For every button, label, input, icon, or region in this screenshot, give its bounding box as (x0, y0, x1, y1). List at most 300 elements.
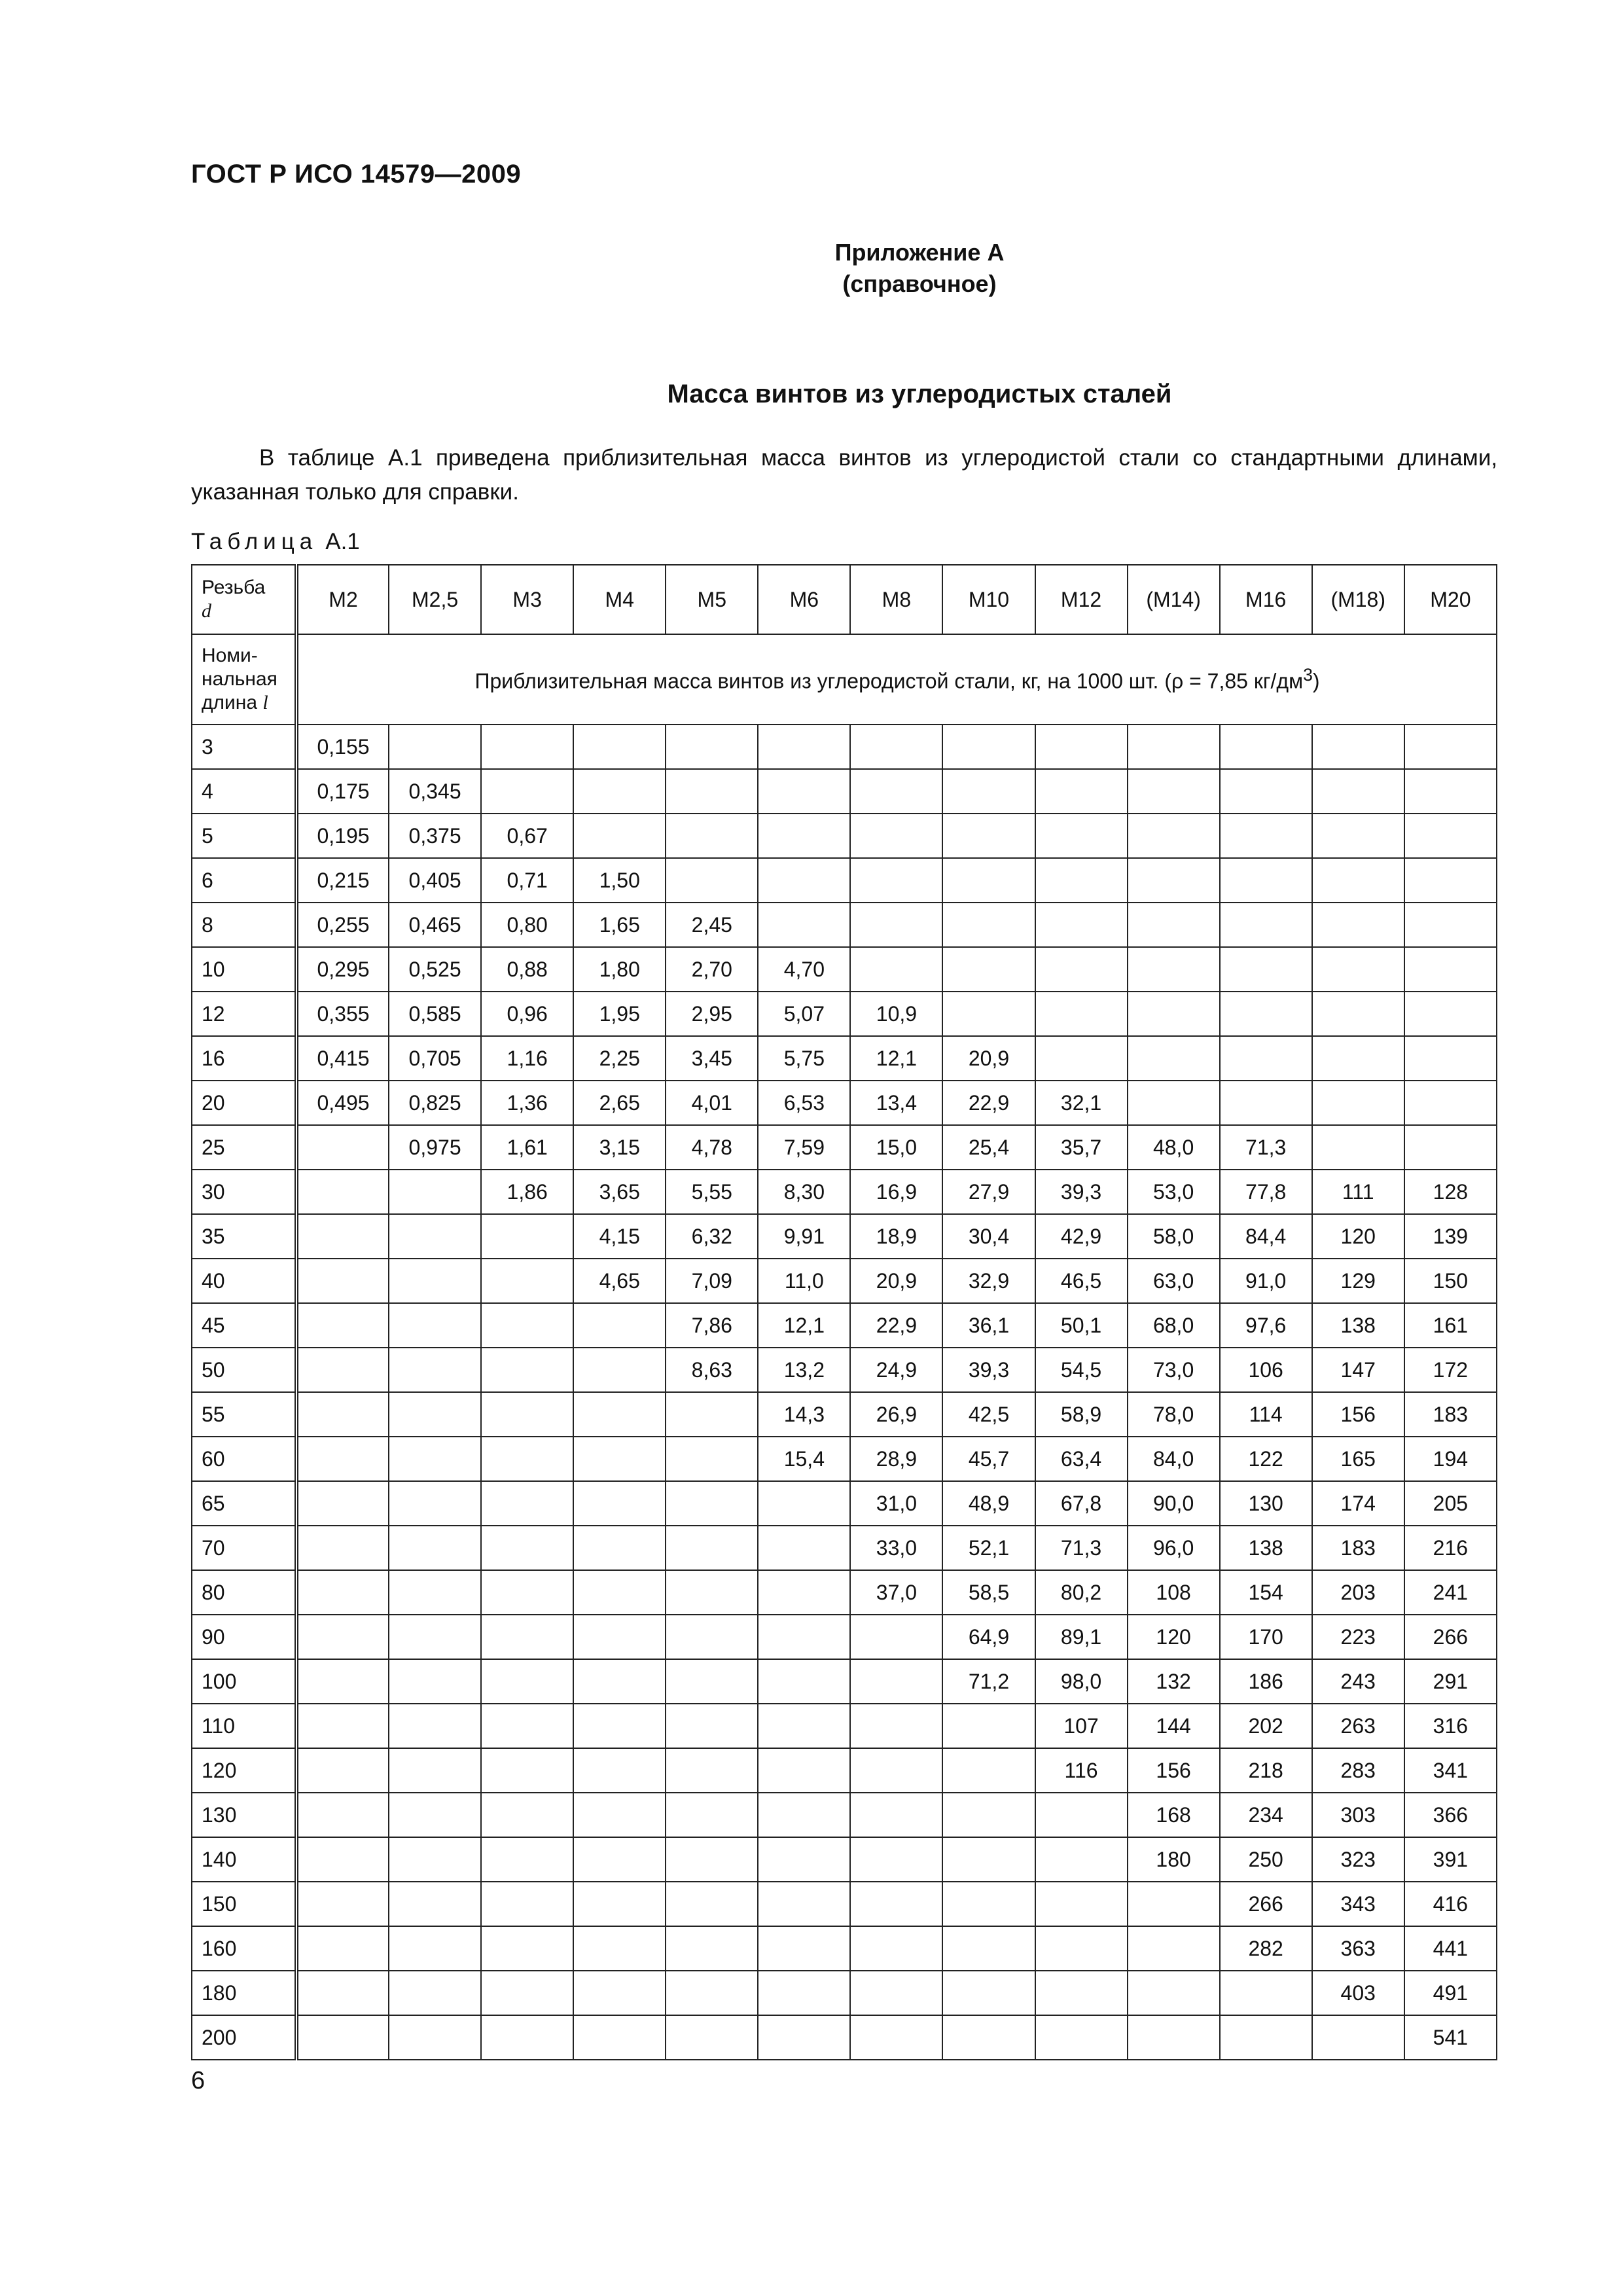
mass-cell (942, 1882, 1035, 1926)
mass-cell (481, 1882, 573, 1926)
mass-cell: 71,2 (942, 1659, 1035, 1704)
mass-cell (850, 1971, 942, 2015)
mass-cell (1035, 1793, 1128, 1837)
mass-cell: 2,25 (573, 1036, 666, 1081)
mass-cell (942, 992, 1035, 1036)
mass-cell: 0,88 (481, 947, 573, 992)
mass-cell: 22,9 (850, 1303, 942, 1348)
mass-cell: 20,9 (850, 1259, 942, 1303)
mass-cell: 12,1 (758, 1303, 850, 1348)
column-header: M2,5 (389, 565, 481, 634)
mass-cell (758, 725, 850, 769)
mass-cell (758, 1971, 850, 2015)
mass-cell (389, 1882, 481, 1926)
mass-cell (481, 2015, 573, 2060)
table-caption-label: Таблица (191, 529, 318, 554)
length-cell: 45 (192, 1303, 296, 1348)
mass-cell: 174 (1312, 1481, 1404, 1526)
column-header: M2 (296, 565, 389, 634)
mass-cell: 403 (1312, 1971, 1404, 2015)
table-row (192, 1437, 1497, 1481)
mass-cell (389, 1793, 481, 1837)
mass-cell: 1,80 (573, 947, 666, 992)
mass-cell (1404, 1036, 1497, 1081)
mass-cell (1128, 947, 1220, 992)
mass-cell: 138 (1220, 1526, 1312, 1570)
mass-cell: 0,67 (481, 814, 573, 858)
table-row (192, 1971, 1497, 2015)
mass-cell: 45,7 (942, 1437, 1035, 1481)
length-label-cell (192, 634, 296, 725)
appendix-heading (0, 237, 1623, 300)
mass-cell (942, 1971, 1035, 2015)
mass-cell (1035, 947, 1128, 992)
mass-cell: 156 (1128, 1748, 1220, 1793)
mass-cell (1404, 725, 1497, 769)
mass-description: Приблизительная масса винтов из углеродистой стали, кг, на 1000 шт. (ρ = 7,85 кг/дм (474, 669, 1304, 693)
mass-cell: 33,0 (850, 1526, 942, 1570)
mass-cell (481, 1615, 573, 1659)
mass-cell (389, 1837, 481, 1882)
mass-cell (296, 1392, 389, 1437)
mass-cell (573, 1837, 666, 1882)
mass-cell: 1,36 (481, 1081, 573, 1125)
mass-cell: 48,0 (1128, 1125, 1220, 1170)
mass-cell (296, 1971, 389, 2015)
mass-cell: 12,1 (850, 1036, 942, 1081)
mass-cell (1220, 1036, 1312, 1081)
mass-cell (389, 1526, 481, 1570)
mass-cell (389, 1348, 481, 1392)
mass-cell (666, 1437, 758, 1481)
mass-cell (296, 1125, 389, 1170)
mass-cell (666, 1793, 758, 1837)
mass-cell: 67,8 (1035, 1481, 1128, 1526)
mass-cell (942, 1926, 1035, 1971)
mass-cell (1220, 903, 1312, 947)
mass-cell: 129 (1312, 1259, 1404, 1303)
mass-cell (573, 814, 666, 858)
mass-cell (758, 858, 850, 903)
mass-cell (666, 1882, 758, 1926)
mass-cell: 18,9 (850, 1214, 942, 1259)
mass-cell (573, 1570, 666, 1615)
table-row (192, 1170, 1497, 1214)
table-row (192, 1526, 1497, 1570)
table-row (192, 1882, 1497, 1926)
table-row (192, 1125, 1497, 1170)
mass-cell: 7,09 (666, 1259, 758, 1303)
mass-cell (573, 1659, 666, 1704)
mass-cell: 50,1 (1035, 1303, 1128, 1348)
length-cell: 120 (192, 1748, 296, 1793)
mass-cell: 147 (1312, 1348, 1404, 1392)
mass-cell: 0,295 (296, 947, 389, 992)
table-row (192, 1704, 1497, 1748)
mass-cell: 39,3 (1035, 1170, 1128, 1214)
mass-cell (481, 1837, 573, 1882)
mass-cell (389, 1481, 481, 1526)
mass-cell (296, 1526, 389, 1570)
mass-cell (942, 769, 1035, 814)
mass-cell (1035, 1837, 1128, 1882)
mass-cell: 98,0 (1035, 1659, 1128, 1704)
mass-cell (758, 903, 850, 947)
mass-cell (389, 725, 481, 769)
length-cell: 4 (192, 769, 296, 814)
mass-cell (481, 1437, 573, 1481)
mass-cell (758, 1748, 850, 1793)
mass-cell (389, 1748, 481, 1793)
mass-description-close: ) (1312, 669, 1320, 693)
mass-cell (942, 814, 1035, 858)
mass-cell: 1,16 (481, 1036, 573, 1081)
mass-cell: 14,3 (758, 1392, 850, 1437)
mass-cell: 9,91 (758, 1214, 850, 1259)
mass-cell: 5,75 (758, 1036, 850, 1081)
mass-cell (850, 1748, 942, 1793)
mass-cell (758, 1837, 850, 1882)
mass-cell: 3,45 (666, 1036, 758, 1081)
length-cell: 70 (192, 1526, 296, 1570)
mass-cell: 52,1 (942, 1526, 1035, 1570)
mass-cell (850, 1704, 942, 1748)
mass-cell: 116 (1035, 1748, 1128, 1793)
mass-cell: 120 (1128, 1615, 1220, 1659)
mass-cell: 241 (1404, 1570, 1497, 1615)
mass-cell (1312, 814, 1404, 858)
mass-cell: 1,50 (573, 858, 666, 903)
table-row (192, 858, 1497, 903)
mass-cell: 42,5 (942, 1392, 1035, 1437)
mass-cell (481, 1704, 573, 1748)
mass-cell: 15,0 (850, 1125, 942, 1170)
mass-cell (1404, 769, 1497, 814)
mass-cell (1404, 1081, 1497, 1125)
mass-cell: 343 (1312, 1882, 1404, 1926)
column-header: (M18) (1312, 565, 1404, 634)
mass-cell: 31,0 (850, 1481, 942, 1526)
mass-cell (573, 1481, 666, 1526)
mass-cell (850, 858, 942, 903)
mass-cell (666, 1704, 758, 1748)
mass-cell (573, 1971, 666, 2015)
mass-cell: 16,9 (850, 1170, 942, 1214)
mass-cell: 107 (1035, 1704, 1128, 1748)
mass-cell: 13,2 (758, 1348, 850, 1392)
mass-cell: 0,525 (389, 947, 481, 992)
length-cell: 55 (192, 1392, 296, 1437)
mass-cell: 0,345 (389, 769, 481, 814)
length-cell: 110 (192, 1704, 296, 1748)
mass-cell (666, 1526, 758, 1570)
mass-cell (481, 1259, 573, 1303)
length-cell: 90 (192, 1615, 296, 1659)
mass-cell (758, 769, 850, 814)
length-cell: 65 (192, 1481, 296, 1526)
length-label-3: длина (202, 692, 258, 713)
mass-cell: 0,405 (389, 858, 481, 903)
mass-cell: 1,65 (573, 903, 666, 947)
mass-cell: 0,375 (389, 814, 481, 858)
mass-cell (389, 1392, 481, 1437)
mass-cell: 1,61 (481, 1125, 573, 1170)
mass-cell (1220, 992, 1312, 1036)
mass-cell (666, 1971, 758, 2015)
mass-cell: 80,2 (1035, 1570, 1128, 1615)
mass-cell: 10,9 (850, 992, 942, 1036)
mass-cell: 194 (1404, 1437, 1497, 1481)
mass-cell (389, 1659, 481, 1704)
length-cell: 30 (192, 1170, 296, 1214)
table-row (192, 1081, 1497, 1125)
mass-cell: 4,70 (758, 947, 850, 992)
mass-cell (389, 1214, 481, 1259)
length-cell: 150 (192, 1882, 296, 1926)
column-header: M3 (481, 565, 573, 634)
mass-cell: 106 (1220, 1348, 1312, 1392)
mass-cell: 5,55 (666, 1170, 758, 1214)
mass-cell (1404, 903, 1497, 947)
mass-cell (666, 1926, 758, 1971)
mass-cell (1404, 814, 1497, 858)
mass-cell (666, 1615, 758, 1659)
mass-cell: 291 (1404, 1659, 1497, 1704)
mass-cell (1035, 1926, 1128, 1971)
mass-cell (481, 1748, 573, 1793)
mass-cell: 0,255 (296, 903, 389, 947)
mass-cell: 96,0 (1128, 1526, 1220, 1570)
mass-cell: 391 (1404, 1837, 1497, 1882)
mass-cell: 128 (1404, 1170, 1497, 1214)
mass-cell: 0,80 (481, 903, 573, 947)
mass-cell (1128, 814, 1220, 858)
mass-cell (573, 2015, 666, 2060)
length-cell: 5 (192, 814, 296, 858)
mass-cell (666, 1570, 758, 1615)
mass-cell: 0,155 (296, 725, 389, 769)
mass-cell: 32,1 (1035, 1081, 1128, 1125)
length-cell: 6 (192, 858, 296, 903)
mass-cell (1220, 947, 1312, 992)
mass-cell: 156 (1312, 1392, 1404, 1437)
length-cell: 140 (192, 1837, 296, 1882)
thread-label: Резьба (202, 577, 266, 598)
mass-cell (481, 1659, 573, 1704)
mass-cell (942, 1704, 1035, 1748)
mass-cell (1220, 725, 1312, 769)
table-row (192, 992, 1497, 1036)
mass-cell (573, 1437, 666, 1481)
mass-cell (296, 1481, 389, 1526)
mass-cell (1312, 1081, 1404, 1125)
mass-cell: 53,0 (1128, 1170, 1220, 1214)
mass-cell: 6,53 (758, 1081, 850, 1125)
length-cell: 60 (192, 1437, 296, 1481)
table-row (192, 1793, 1497, 1837)
mass-cell: 303 (1312, 1793, 1404, 1837)
length-cell: 50 (192, 1348, 296, 1392)
mass-cell: 0,175 (296, 769, 389, 814)
mass-cell: 363 (1312, 1926, 1404, 1971)
mass-cell (573, 1793, 666, 1837)
thread-label-cell (192, 565, 296, 634)
mass-cell (481, 1303, 573, 1348)
mass-cell: 46,5 (1035, 1259, 1128, 1303)
table-row (192, 769, 1497, 814)
mass-cell: 91,0 (1220, 1259, 1312, 1303)
length-symbol: l (262, 692, 268, 713)
mass-cell (758, 1570, 850, 1615)
mass-cell (758, 1615, 850, 1659)
mass-cell (1312, 992, 1404, 1036)
mass-cell: 63,0 (1128, 1259, 1220, 1303)
mass-cell (296, 1348, 389, 1392)
mass-cell: 0,975 (389, 1125, 481, 1170)
mass-cell (1128, 1882, 1220, 1926)
mass-cell: 90,0 (1128, 1481, 1220, 1526)
mass-cell (758, 1926, 850, 1971)
page-number: 6 (191, 2067, 205, 2094)
mass-cell (850, 1659, 942, 1704)
mass-cell: 0,355 (296, 992, 389, 1036)
mass-cell: 1,86 (481, 1170, 573, 1214)
length-cell: 20 (192, 1081, 296, 1125)
mass-cell: 4,78 (666, 1125, 758, 1170)
mass-cell: 36,1 (942, 1303, 1035, 1348)
table-row (192, 1481, 1497, 1526)
mass-cell (1035, 903, 1128, 947)
section-title: Масса винтов из углеродистых сталей (667, 380, 1172, 408)
mass-cell (481, 1214, 573, 1259)
mass-cell: 161 (1404, 1303, 1497, 1348)
mass-cell: 441 (1404, 1926, 1497, 1971)
mass-cell (389, 1437, 481, 1481)
mass-cell: 114 (1220, 1392, 1312, 1437)
mass-cell (850, 1882, 942, 1926)
mass-cell (1220, 2015, 1312, 2060)
mass-cell (573, 1303, 666, 1348)
mass-cell: 2,95 (666, 992, 758, 1036)
length-cell: 160 (192, 1926, 296, 1971)
mass-cell: 108 (1128, 1570, 1220, 1615)
length-cell: 200 (192, 2015, 296, 2060)
mass-cell (1404, 992, 1497, 1036)
mass-cell: 168 (1128, 1793, 1220, 1837)
length-cell: 10 (192, 947, 296, 992)
mass-cell (573, 1926, 666, 1971)
mass-cell: 218 (1220, 1748, 1312, 1793)
mass-cell: 3,15 (573, 1125, 666, 1170)
mass-cell: 0,215 (296, 858, 389, 903)
mass-cell (1404, 947, 1497, 992)
mass-cell (758, 1704, 850, 1748)
length-cell: 80 (192, 1570, 296, 1615)
mass-cell (850, 1615, 942, 1659)
mass-cell: 180 (1128, 1837, 1220, 1882)
table-header-row (192, 565, 1497, 634)
mass-description-cell (296, 634, 1497, 725)
column-header: M20 (1404, 565, 1497, 634)
mass-cell: 183 (1404, 1392, 1497, 1437)
column-header: M12 (1035, 565, 1128, 634)
mass-cell (758, 814, 850, 858)
mass-cell (1128, 1971, 1220, 2015)
mass-cell (1404, 1125, 1497, 1170)
mass-cell (481, 1481, 573, 1526)
mass-cell: 37,0 (850, 1570, 942, 1615)
mass-cell (1035, 2015, 1128, 2060)
mass-cell (1312, 858, 1404, 903)
mass-cell: 84,0 (1128, 1437, 1220, 1481)
mass-cell: 266 (1220, 1882, 1312, 1926)
mass-cell: 243 (1312, 1659, 1404, 1704)
mass-cell (389, 1259, 481, 1303)
mass-cell: 0,495 (296, 1081, 389, 1125)
mass-cell: 223 (1312, 1615, 1404, 1659)
mass-cell: 39,3 (942, 1348, 1035, 1392)
mass-cell (1404, 858, 1497, 903)
mass-cell (481, 1526, 573, 1570)
mass-cell: 54,5 (1035, 1348, 1128, 1392)
mass-cell (1128, 2015, 1220, 2060)
table-row (192, 1570, 1497, 1615)
mass-cell: 78,0 (1128, 1392, 1220, 1437)
mass-cell: 48,9 (942, 1481, 1035, 1526)
mass-cell (942, 725, 1035, 769)
length-cell: 16 (192, 1036, 296, 1081)
mass-cell (1312, 769, 1404, 814)
mass-cell (1312, 947, 1404, 992)
mass-cell (1312, 2015, 1404, 2060)
mass-cell (481, 1392, 573, 1437)
table-row (192, 1615, 1497, 1659)
mass-cell: 130 (1220, 1481, 1312, 1526)
mass-cell: 58,5 (942, 1570, 1035, 1615)
mass-cell (666, 725, 758, 769)
mass-cell: 8,63 (666, 1348, 758, 1392)
mass-cell: 7,86 (666, 1303, 758, 1348)
mass-cell: 186 (1220, 1659, 1312, 1704)
mass-cell (942, 947, 1035, 992)
mass-cell (296, 1170, 389, 1214)
mass-cell (296, 1214, 389, 1259)
mass-cell (850, 2015, 942, 2060)
mass-cell: 0,705 (389, 1036, 481, 1081)
mass-cell: 26,9 (850, 1392, 942, 1437)
mass-cell (1035, 769, 1128, 814)
column-header: M8 (850, 565, 942, 634)
mass-cell (389, 1926, 481, 1971)
mass-cell (481, 725, 573, 769)
mass-cell (1220, 858, 1312, 903)
table-row (192, 1926, 1497, 1971)
mass-cell (389, 1303, 481, 1348)
mass-cell (296, 2015, 389, 2060)
length-cell: 100 (192, 1659, 296, 1704)
mass-cell: 120 (1312, 1214, 1404, 1259)
mass-cell (389, 1971, 481, 2015)
mass-cell (666, 1748, 758, 1793)
mass-cell: 6,32 (666, 1214, 758, 1259)
table-row (192, 1837, 1497, 1882)
mass-cell: 172 (1404, 1348, 1497, 1392)
mass-cell (666, 1837, 758, 1882)
mass-cell (850, 1793, 942, 1837)
mass-cell (666, 814, 758, 858)
mass-cell: 4,01 (666, 1081, 758, 1125)
mass-cell: 122 (1220, 1437, 1312, 1481)
